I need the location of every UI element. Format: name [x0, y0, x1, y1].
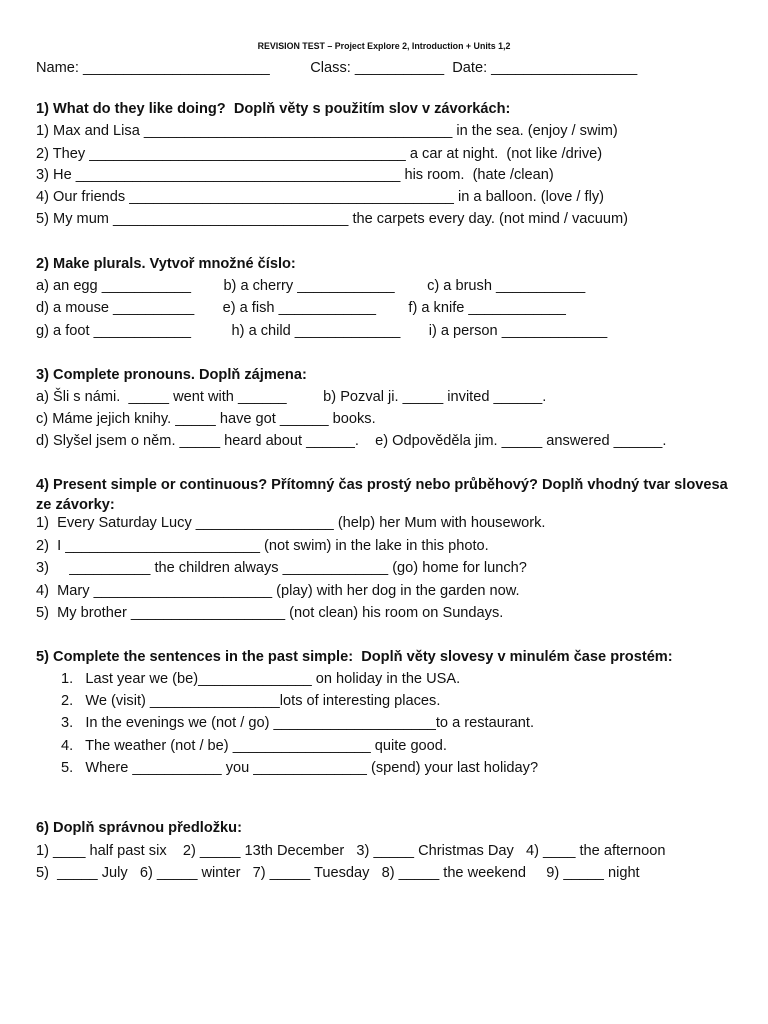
exercise-line: 5) My brother ___________________ (not clean) his room on Sundays. — [36, 605, 504, 621]
exercise-line: 5) My mum _____________________________ the carpets every day. (not mind / vacuum) — [36, 211, 628, 227]
exercise-line: 4) Our friends ________________________________________ in a balloon. (love / fly) — [36, 189, 604, 205]
exercise-line: c) Máme jejich knihy. _____ have got ______ books. — [36, 411, 376, 427]
exercise-line: 2. We (visit) ________________lots of interesting places. — [61, 693, 441, 709]
section-4-heading-cont: ze závorky: — [36, 497, 115, 513]
section-6-heading: 6) Doplň správnou předložku: — [36, 820, 242, 836]
exercise-line: a) Šli s námi. _____ went with ______ b) Pozval ji. _____ invited ______. — [36, 389, 547, 405]
exercise-line: 2) They _______________________________________ a car at night. (not like /drive) — [36, 146, 603, 162]
exercise-line: 4. The weather (not / be) _________________ quite good. — [61, 738, 447, 754]
page-title: REVISION TEST – Project Explore 2, Introduction + Units 1,2 — [257, 41, 511, 51]
section-5-heading: 5) Complete the sentences in the past simple: Doplň věty slovesy v minulém čase prostém: — [36, 649, 673, 665]
section-2-heading: 2) Make plurals. Vytvoř množné číslo: — [36, 256, 296, 272]
exercise-line: d) a mouse __________ e) a fish ____________ f) a knife ____________ — [36, 300, 566, 316]
section-1-heading: 1) What do they like doing? Doplň věty s použitím slov v závorkách: — [36, 101, 511, 117]
section-4-heading: 4) Present simple or continuous? Přítomný čas prostý nebo průběhový? Doplň vhodný tvar slovesa — [36, 477, 728, 493]
section-3-heading: 3) Complete pronouns. Doplň zájmena: — [36, 367, 307, 383]
exercise-line: 1. Last year we (be)______________ on holiday in the USA. — [61, 671, 461, 687]
exercise-line: 5) _____ July 6) _____ winter 7) _____ Tuesday 8) _____ the weekend 9) _____ night — [36, 865, 640, 881]
exercise-line: 1) Max and Lisa ______________________________________ in the sea. (enjoy / swim) — [36, 123, 618, 139]
exercise-line: d) Slyšel jsem o něm. _____ heard about ______. e) Odpověděla jim. _____ answered ______. — [36, 433, 667, 449]
exercise-line: 3) He ________________________________________ his room. (hate /clean) — [36, 167, 554, 183]
exercise-line: 2) I ________________________ (not swim) in the lake in this photo. — [36, 538, 489, 554]
student-info-line: Name: _______________________ Class: ___________ Date: __________________ — [36, 60, 638, 76]
exercise-line: 1) Every Saturday Lucy _________________ (help) her Mum with housework. — [36, 515, 546, 531]
exercise-line: 5. Where ___________ you ______________ (spend) your last holiday? — [61, 760, 539, 776]
exercise-line: 3. In the evenings we (not / go) ____________________to a restaurant. — [61, 715, 535, 731]
exercise-line: 1) ____ half past six 2) _____ 13th December 3) _____ Christmas Day 4) ____ the afternoon — [36, 843, 666, 859]
exercise-line: g) a foot ____________ h) a child _____________ i) a person _____________ — [36, 323, 608, 339]
exercise-line: 4) Mary ______________________ (play) with her dog in the garden now. — [36, 583, 520, 599]
exercise-line: 3) __________ the children always _____________ (go) home for lunch? — [36, 560, 527, 576]
exercise-line: a) an egg ___________ b) a cherry ____________ c) a brush ___________ — [36, 278, 586, 294]
